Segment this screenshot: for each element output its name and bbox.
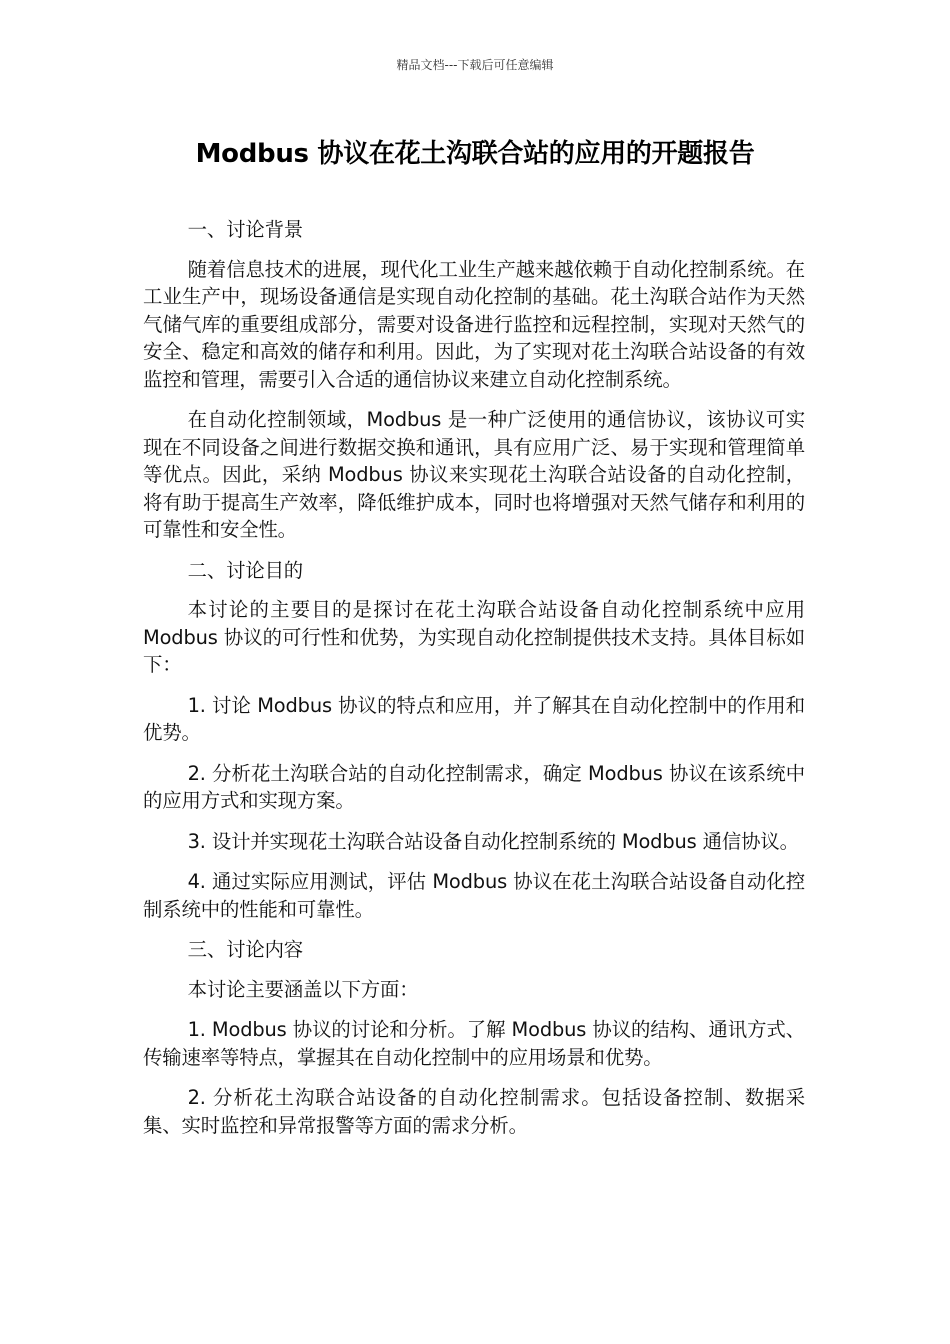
document-body: [143, 216, 805, 1152]
list-item-content-1: 1. Modbus 协议的讨论和分析。了解 Modbus 协议的结构、通讯方式、传输速率等特点，掌握其在自动化控制中的应用场景和优势。: [143, 1018, 805, 1069]
page-header-note: 精品文档---下载后可任意编辑: [396, 58, 554, 72]
section-heading-purpose: 二、讨论目的: [187, 558, 304, 582]
section-heading-background: 一、讨论背景: [187, 218, 304, 241]
section-heading-content: 三、讨论内容: [187, 938, 304, 961]
paragraph-background-2: 在自动化控制领域，Modbus 是一种广泛使用的通信协议，该协议可实现在不同设备之间进行数据交换和通讯，具有应用广泛、易于实现和管理简单等优点。因此，采纳 Modbus 协议来实现花土沟联合站设备的自动化控制，将有助于提高生产效率，降低维护成本，同时也将增强对天然气储存和利用的可靠性和安全性。: [143, 408, 805, 541]
list-item-purpose-1: 1. 讨论 Modbus 协议的特点和应用，并了解其在自动化控制中的作用和优势。: [143, 693, 805, 744]
list-item-purpose-2: 2. 分析花土沟联合站的自动化控制需求，确定 Modbus 协议在该系统中的应用方式和实现方案。: [143, 761, 805, 812]
paragraph-purpose-intro: 本讨论的主要目的是探讨在花土沟联合站设备自动化控制系统中应用 Modbus 协议的可行性和优势，为实现自动化控制提供技术支持。具体目标如下：: [143, 598, 805, 676]
list-item-purpose-4: 4. 通过实际应用测试，评估 Modbus 协议在花土沟联合站设备自动化控制系统中的性能和可靠性。: [143, 870, 805, 921]
paragraph-content-intro: 本讨论主要涵盖以下方面：: [187, 977, 419, 1001]
list-item-content-2: 2. 分析花土沟联合站设备的自动化控制需求。包括设备控制、数据采集、实时监控和异常报警等方面的需求分析。: [143, 1086, 805, 1137]
list-item-purpose-3: 3. 设计并实现花土沟联合站设备自动化控制系统的 Modbus 通信协议。: [187, 829, 799, 853]
document-title: Modbus 协议在花土沟联合站的应用的开题报告: [195, 139, 755, 169]
paragraph-background-1: 随着信息技术的进展，现代化工业生产越来越依赖于自动化控制系统。在工业生产中，现场设备通信是实现自动化控制的基础。花土沟联合站作为天然气储气库的重要组成部分，需要对设备进行监控和远程控制，实现对天然气的安全、稳定和高效的储存和利用。因此，为了实现对花土沟联合站设备的有效监控和管理，需要引入合适的通信协议来建立自动化控制系统。: [143, 257, 805, 391]
